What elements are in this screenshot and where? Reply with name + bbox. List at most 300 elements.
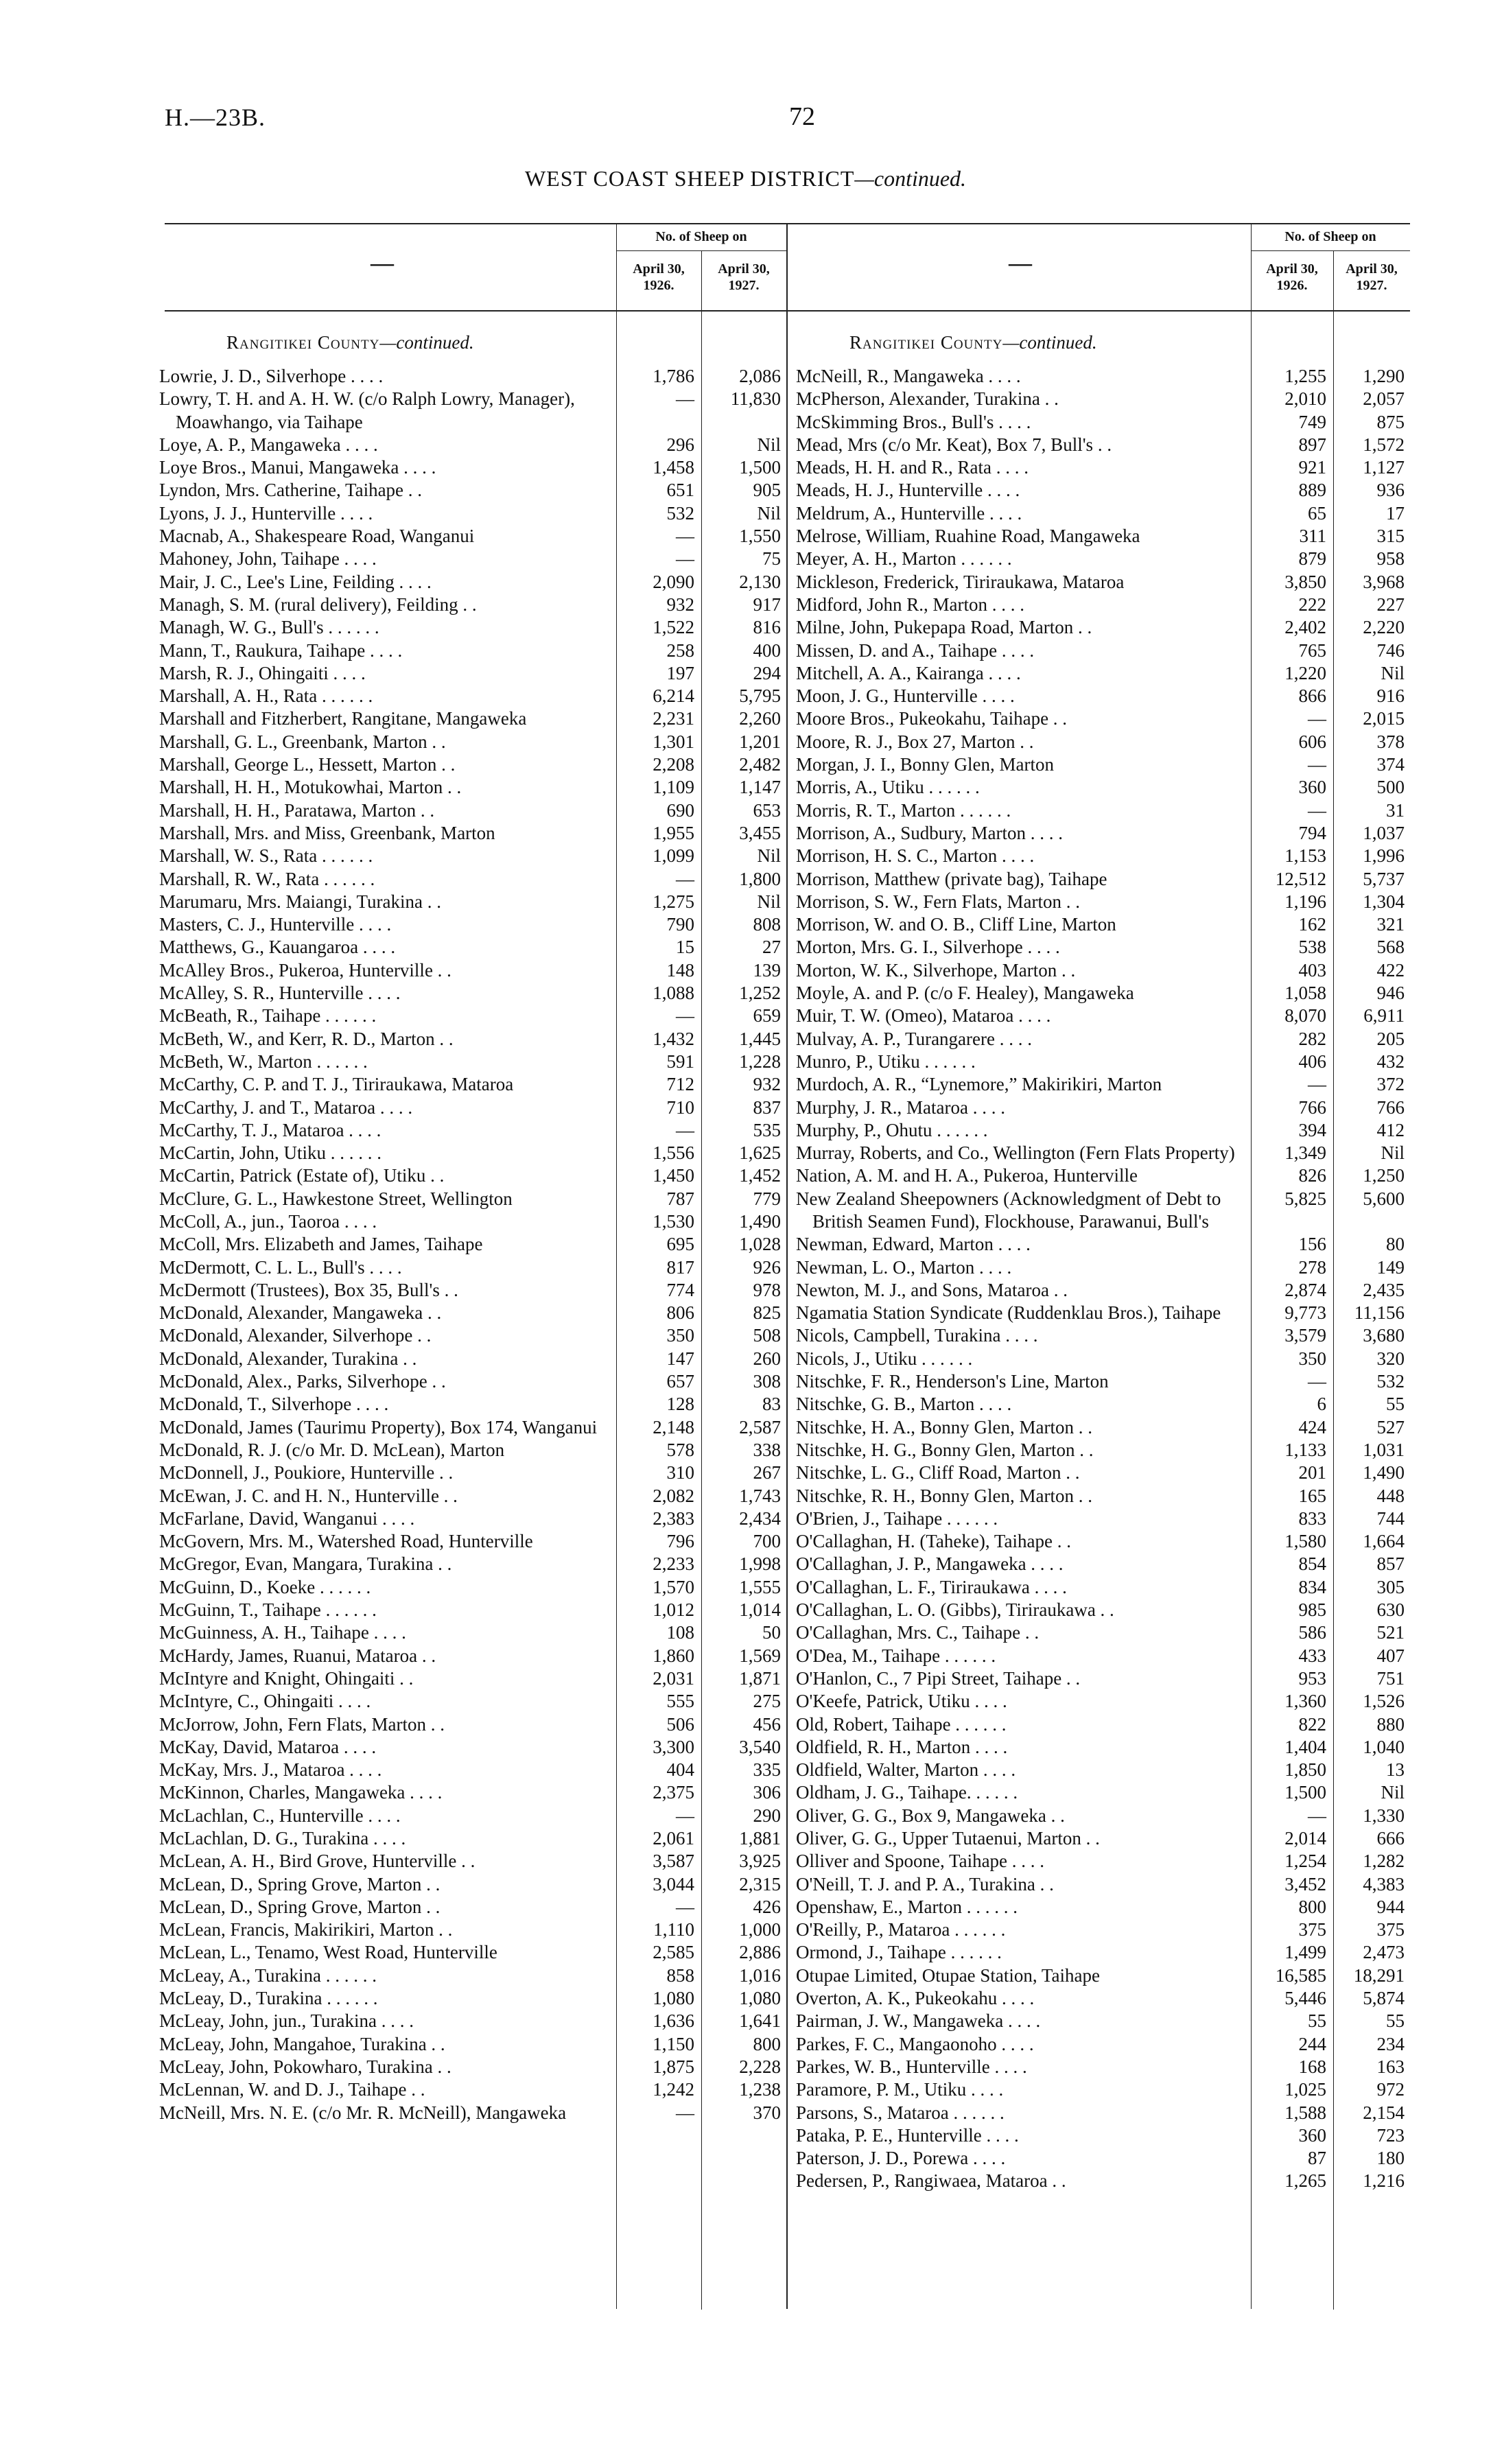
owner-name-cell: Mann, T., Raukura, Taihape . . . . bbox=[159, 640, 403, 661]
sheep-1927-cell: 916 bbox=[1376, 685, 1405, 707]
sheep-1927-cell: 766 bbox=[1376, 1096, 1405, 1118]
owner-name-cell: McKay, David, Mataroa . . . . bbox=[159, 1736, 377, 1757]
sheep-1926-cell: 2,082 bbox=[653, 1485, 694, 1506]
owner-name-cell: McDermott (Trustees), Box 35, Bull's . . bbox=[159, 1279, 458, 1300]
owner-name-cell: Moore Bros., Pukeokahu, Taihape . . bbox=[796, 708, 1068, 729]
sheep-1927-cell: 1,555 bbox=[739, 1576, 781, 1597]
sheep-1927-cell: 3,540 bbox=[739, 1736, 781, 1757]
owner-name-cell: McHardy, James, Ruanui, Mataroa . . bbox=[159, 1645, 436, 1666]
owner-name-cell: O'Neill, T. J. and P. A., Turakina . . bbox=[796, 1873, 1054, 1894]
table-row bbox=[796, 1850, 1410, 1873]
owner-name-cell: McBeath, R., Taihape . . . . . . bbox=[159, 1005, 377, 1026]
owner-name-cell: Muir, T. W. (Omeo), Mataroa . . . . bbox=[796, 1005, 1051, 1026]
owner-name-cell: Nitschke, G. B., Marton . . . . bbox=[796, 1394, 1012, 1415]
owner-name-cell: McLean, L., Tenamo, West Road, Hunterville bbox=[159, 1942, 497, 1963]
center-divider-rule bbox=[786, 223, 788, 2309]
table-row bbox=[796, 1530, 1410, 1553]
owner-name-cell: McLeay, John, Pokowharo, Turakina . . bbox=[159, 2056, 451, 2077]
owner-name-cell: McGuinn, T., Taihape . . . . . . bbox=[159, 1599, 377, 1621]
owner-name-cell: McBeth, W., and Kerr, R. D., Marton . . bbox=[159, 1028, 454, 1049]
owner-name-cell: Melrose, William, Ruahine Road, Mangaweka bbox=[796, 526, 1140, 547]
sheep-1926-cell: — bbox=[676, 526, 694, 547]
sheep-1927-cell: 5,737 bbox=[1363, 868, 1405, 889]
sheep-1926-cell: 774 bbox=[666, 1279, 694, 1300]
owner-name-cell: Nicols, J., Utiku . . . . . . bbox=[796, 1348, 973, 1369]
sheep-1927-cell: 1,526 bbox=[1363, 1691, 1405, 1712]
table-row bbox=[796, 1805, 1410, 1827]
sheep-1926-cell: 147 bbox=[666, 1348, 694, 1369]
sheep-1926-cell: 833 bbox=[1298, 1507, 1326, 1529]
owner-name-cell: McCarthy, T. J., Mataroa . . . . bbox=[159, 1119, 381, 1140]
owner-name-cell: Marsh, R. J., Ohingaiti . . . . bbox=[159, 662, 366, 683]
sheep-1927-cell: 978 bbox=[753, 1279, 781, 1300]
table-row bbox=[159, 1164, 786, 1187]
table-row bbox=[796, 982, 1410, 1005]
sheep-1927-cell: 320 bbox=[1376, 1348, 1405, 1369]
sheep-1927-cell: 18,291 bbox=[1353, 1964, 1405, 1986]
sheep-1926-cell: 834 bbox=[1298, 1576, 1326, 1597]
sheep-1927-cell: 744 bbox=[1376, 1507, 1405, 1529]
table-row bbox=[796, 868, 1410, 891]
sheep-1927-cell: 816 bbox=[753, 617, 781, 638]
table-row bbox=[796, 776, 1410, 799]
owner-name-cell: Marshall and Fitzherbert, Rangitane, Mangaweka bbox=[159, 708, 527, 729]
table-row bbox=[796, 753, 1410, 776]
owner-name-cell: Oliver, G. G., Box 9, Mangaweka . . bbox=[796, 1805, 1065, 1826]
sheep-1926-cell: 2,061 bbox=[653, 1828, 694, 1849]
table-row bbox=[796, 2078, 1410, 2101]
table-row bbox=[796, 1119, 1410, 1142]
table-row bbox=[796, 1576, 1410, 1599]
table-row bbox=[796, 959, 1410, 982]
table-row bbox=[159, 1690, 786, 1713]
table-row bbox=[796, 1028, 1410, 1051]
sheep-1926-cell: 806 bbox=[666, 1302, 694, 1324]
sheep-1927-cell: 1,490 bbox=[739, 1210, 781, 1232]
sheep-1927-cell: 1,330 bbox=[1363, 1805, 1405, 1826]
sheep-1926-cell: 404 bbox=[666, 1759, 694, 1781]
sheep-1927-cell: 630 bbox=[1376, 1599, 1405, 1621]
sheep-1926-cell: 1,530 bbox=[653, 1210, 694, 1232]
sheep-1926-cell: 1,499 bbox=[1284, 1942, 1326, 1963]
owner-name-cell: McLennan, W. and D. J., Taihape . . bbox=[159, 2079, 425, 2100]
owner-name-cell: Macnab, A., Shakespeare Road, Wanganui bbox=[159, 526, 475, 547]
table-row bbox=[796, 1485, 1410, 1507]
sheep-1927-cell: 6,911 bbox=[1363, 1005, 1405, 1026]
table-row bbox=[796, 1507, 1410, 1530]
owner-name-cell: Nitschke, F. R., Henderson's Line, Marton bbox=[796, 1371, 1109, 1392]
sheep-1927-cell: 55 bbox=[1386, 1394, 1405, 1415]
sheep-1927-cell: 11,156 bbox=[1354, 1302, 1405, 1324]
left-county-heading bbox=[226, 331, 474, 354]
table-row bbox=[159, 1028, 786, 1051]
owner-name-cell: Morris, R. T., Marton . . . . . . bbox=[796, 799, 1011, 821]
table-row bbox=[159, 1096, 786, 1119]
sheep-1927-cell: 2,220 bbox=[1363, 617, 1405, 638]
table-row bbox=[159, 731, 786, 753]
sheep-1926-cell: 108 bbox=[666, 1622, 694, 1643]
sheep-1926-cell: 889 bbox=[1298, 480, 1326, 501]
sheep-1927-cell: 2,228 bbox=[739, 2056, 781, 2077]
owner-name-cell: Morrison, S. W., Fern Flats, Marton . . bbox=[796, 891, 1081, 912]
sheep-1926-cell: 3,587 bbox=[653, 1851, 694, 1872]
sheep-1926-cell: 1,109 bbox=[653, 777, 694, 798]
table-row bbox=[159, 456, 786, 479]
sheep-1927-cell: 746 bbox=[1376, 640, 1405, 661]
owner-name-cell: McLean, Francis, Makirikiri, Marton . . bbox=[159, 1919, 453, 1940]
table-row bbox=[159, 365, 786, 388]
owner-name-cell: O'Hanlon, C., 7 Pipi Street, Taihape . . bbox=[796, 1667, 1081, 1689]
sheep-1926-cell: 1,133 bbox=[1284, 1439, 1326, 1460]
sheep-1926-cell: 278 bbox=[1298, 1256, 1326, 1278]
table-row bbox=[159, 1873, 786, 1896]
sheep-1926-cell: 1,636 bbox=[653, 2010, 694, 2032]
owner-name-cell: Morrison, H. S. C., Marton . . . . bbox=[796, 845, 1035, 867]
sheep-1926-cell: 591 bbox=[666, 1051, 694, 1072]
owner-name-cell: Paterson, J. D., Porewa . . . . bbox=[796, 2148, 1006, 2169]
sheep-1927-cell: 1,290 bbox=[1363, 366, 1405, 386]
table-row bbox=[159, 1667, 786, 1690]
left-col1-header bbox=[616, 261, 701, 294]
table-row bbox=[159, 1233, 786, 1256]
table-row bbox=[796, 1736, 1410, 1759]
sheep-1926-cell: 1,432 bbox=[653, 1028, 694, 1049]
left-county-name: Rangitikei County bbox=[226, 332, 380, 353]
sheep-1927-cell: 1,881 bbox=[739, 1828, 781, 1849]
sheep-1927-cell: 3,680 bbox=[1363, 1325, 1405, 1346]
sheep-1926-cell: 310 bbox=[666, 1462, 694, 1483]
sheep-1927-cell: 227 bbox=[1376, 594, 1405, 615]
owner-name-cell: McBeth, W., Marton . . . . . . bbox=[159, 1051, 368, 1072]
table-row bbox=[159, 1256, 786, 1279]
table-row bbox=[159, 2078, 786, 2101]
owner-name-cell: Newman, Edward, Marton . . . . bbox=[796, 1234, 1031, 1255]
table-row bbox=[796, 1690, 1410, 1713]
table-row bbox=[159, 707, 786, 730]
right-col1-header bbox=[1251, 261, 1333, 294]
table-row bbox=[159, 1621, 786, 1644]
table-row bbox=[159, 1599, 786, 1621]
table-row bbox=[159, 1073, 786, 1096]
table-row bbox=[796, 731, 1410, 753]
table-row bbox=[159, 594, 786, 616]
owner-name-cell: Morton, Mrs. G. I., Silverhope . . . . bbox=[796, 937, 1060, 958]
sheep-1927-cell: 1,014 bbox=[739, 1599, 781, 1621]
sheep-1927-cell: 1,304 bbox=[1363, 891, 1405, 912]
table-row bbox=[796, 913, 1410, 936]
sheep-1927-cell: 2,482 bbox=[739, 754, 781, 775]
sheep-1927-cell: 50 bbox=[762, 1622, 781, 1643]
table-row bbox=[796, 1599, 1410, 1621]
sheep-1926-cell: 790 bbox=[666, 914, 694, 935]
owner-name-cell: Loye, A. P., Mangaweka . . . . bbox=[159, 434, 378, 455]
sheep-1927-cell: 1,550 bbox=[739, 526, 781, 547]
table-row bbox=[159, 1324, 786, 1347]
owner-name-cell: Marshall, H. H., Motukowhai, Marton . . bbox=[159, 777, 462, 798]
sheep-1926-cell: 1,556 bbox=[653, 1142, 694, 1164]
sheep-1926-cell: 258 bbox=[666, 640, 694, 661]
owner-name-cell: McIntyre, C., Ohingaiti . . . . bbox=[159, 1691, 371, 1712]
sheep-1926-cell: 3,850 bbox=[1284, 571, 1326, 592]
table-row bbox=[796, 891, 1410, 913]
sheep-1926-cell: 1,012 bbox=[653, 1599, 694, 1621]
sheep-1927-cell: 1,664 bbox=[1363, 1531, 1405, 1552]
sheep-1926-cell: 1,522 bbox=[653, 617, 694, 638]
sheep-1927-cell: 2,015 bbox=[1363, 708, 1405, 729]
sheep-1927-cell: 372 bbox=[1376, 1074, 1405, 1095]
owner-name-cell: McGuinness, A. H., Taihape . . . . bbox=[159, 1622, 406, 1643]
owner-name-cell: Oliver, G. G., Upper Tutaenui, Marton . . bbox=[796, 1828, 1100, 1849]
owner-name-cell: McCarthy, C. P. and T. J., Tiriraukawa, Mataroa bbox=[159, 1074, 514, 1095]
sheep-1926-cell: 826 bbox=[1298, 1165, 1326, 1186]
sheep-1926-cell: — bbox=[676, 1005, 694, 1026]
owner-name-cell: McGuinn, D., Koeke . . . . . . bbox=[159, 1576, 371, 1597]
sheep-1927-cell: 1,252 bbox=[739, 983, 781, 1004]
sheep-1926-cell: — bbox=[676, 1119, 694, 1140]
owner-name-cell: Morrison, W. and O. B., Cliff Line, Marton bbox=[796, 914, 1116, 935]
sheep-1926-cell: 1,580 bbox=[1284, 1531, 1326, 1552]
owner-name-cell: Mulvay, A. P., Turangarere . . . . bbox=[796, 1028, 1032, 1049]
owner-name-cell: McCartin, Patrick (Estate of), Utiku . . bbox=[159, 1165, 445, 1186]
sheep-1926-cell: 16,585 bbox=[1275, 1964, 1326, 1986]
sheep-1926-cell: 1,450 bbox=[653, 1165, 694, 1186]
table-row bbox=[796, 1302, 1410, 1324]
table-row bbox=[796, 1324, 1410, 1347]
sheep-1926-cell: — bbox=[676, 1896, 694, 1917]
document-reference: H.—23B. bbox=[165, 104, 266, 131]
sheep-1927-cell: 267 bbox=[753, 1462, 781, 1483]
sheep-1927-cell: 700 bbox=[753, 1531, 781, 1552]
sheep-1927-cell: 1,250 bbox=[1363, 1165, 1405, 1186]
sheep-1926-cell: — bbox=[1308, 1805, 1326, 1826]
sheep-1927-cell: 532 bbox=[1376, 1371, 1405, 1392]
sheep-1927-cell: 80 bbox=[1386, 1234, 1405, 1255]
sheep-1927-cell: 880 bbox=[1376, 1713, 1405, 1735]
sheep-1927-cell: 163 bbox=[1376, 2056, 1405, 2077]
sheep-1926-cell: 2,585 bbox=[653, 1942, 694, 1963]
sheep-1926-cell: 2,231 bbox=[653, 708, 694, 729]
sheep-1927-cell: 260 bbox=[753, 1348, 781, 1369]
owner-name-cell: Mickleson, Frederick, Tiriraukawa, Mataroa bbox=[796, 571, 1125, 592]
sheep-1926-cell: 1,786 bbox=[653, 366, 694, 386]
sheep-1926-cell: 360 bbox=[1298, 777, 1326, 798]
sheep-1927-cell: 837 bbox=[753, 1096, 781, 1118]
sheep-1926-cell: 406 bbox=[1298, 1051, 1326, 1072]
table-row bbox=[159, 2102, 786, 2124]
sheep-1926-cell: 1,458 bbox=[653, 457, 694, 478]
sheep-1927-cell: 400 bbox=[753, 640, 781, 661]
owner-name-cell: Paramore, P. M., Utiku . . . . bbox=[796, 2079, 1004, 2100]
owner-name-cell: New Zealand Sheepowners (Acknowledgment of Debt to British Seamen Fund), Flockhouse, Parawanui, Bull's bbox=[796, 1188, 1221, 1232]
owner-name-cell: Moon, J. G., Hunterville . . . . bbox=[796, 685, 1015, 707]
sheep-1926-cell: 710 bbox=[666, 1096, 694, 1118]
table-row bbox=[796, 388, 1410, 410]
sheep-1927-cell: 508 bbox=[753, 1325, 781, 1346]
sheep-1926-cell: 148 bbox=[666, 959, 694, 981]
sheep-1927-cell: 926 bbox=[753, 1256, 781, 1278]
left-county-suffix: —continued. bbox=[379, 332, 474, 353]
owner-name-cell: Mitchell, A. A., Kairanga . . . . bbox=[796, 662, 1021, 683]
sheep-1927-cell: 370 bbox=[753, 2102, 781, 2123]
table-row bbox=[159, 1188, 786, 1210]
owner-name-cell: Moore, R. J., Box 27, Marton . . bbox=[796, 731, 1034, 752]
table-row bbox=[796, 1279, 1410, 1302]
right-county-name: Rangitikei County bbox=[849, 332, 1003, 353]
owner-name-cell: Matthews, G., Kauangaroa . . . . bbox=[159, 937, 396, 958]
sheep-1926-cell: 8,070 bbox=[1284, 1005, 1326, 1026]
sheep-1927-cell: Nil bbox=[757, 502, 781, 524]
table-row bbox=[796, 1393, 1410, 1416]
owner-name-cell: Morris, A., Utiku . . . . . . bbox=[796, 777, 980, 798]
owner-name-cell: McColl, A., jun., Taoroa . . . . bbox=[159, 1210, 377, 1232]
sheep-1927-cell: 800 bbox=[753, 2033, 781, 2054]
sheep-1927-cell: 1,201 bbox=[739, 731, 781, 752]
right-col2-header-line2: 1927. bbox=[1356, 278, 1387, 293]
sheep-1927-cell: 527 bbox=[1376, 1416, 1405, 1438]
table-row bbox=[796, 1416, 1410, 1439]
table-row bbox=[796, 456, 1410, 479]
sheep-1926-cell: 695 bbox=[666, 1234, 694, 1255]
sheep-1927-cell: 1,282 bbox=[1363, 1851, 1405, 1872]
table-row bbox=[796, 1462, 1410, 1484]
table-row bbox=[159, 1370, 786, 1393]
sheep-1926-cell: 1,025 bbox=[1284, 2079, 1326, 2100]
sheep-1926-cell: 800 bbox=[1298, 1896, 1326, 1917]
sheep-1926-cell: 796 bbox=[666, 1531, 694, 1552]
sheep-1926-cell: — bbox=[676, 2102, 694, 2123]
sheep-1926-cell: 932 bbox=[666, 594, 694, 615]
sheep-1927-cell: 1,490 bbox=[1363, 1462, 1405, 1483]
table-row bbox=[159, 1530, 786, 1553]
table-row bbox=[159, 936, 786, 959]
title-suffix: —continued. bbox=[854, 166, 967, 191]
table-row bbox=[159, 1485, 786, 1507]
table-row bbox=[159, 1348, 786, 1370]
sheep-1927-cell: Nil bbox=[757, 845, 781, 867]
right-sheep-group-header: No. of Sheep on bbox=[1284, 229, 1376, 244]
right-col1-header-line2: 1926. bbox=[1276, 278, 1308, 293]
sheep-1926-cell: 1,080 bbox=[653, 1988, 694, 2009]
owner-name-cell: Pataka, P. E., Hunterville . . . . bbox=[796, 2124, 1019, 2146]
table-row bbox=[796, 2102, 1410, 2124]
owner-name-cell: Otupae Limited, Otupae Station, Taihape bbox=[796, 1964, 1100, 1986]
table-row bbox=[796, 1964, 1410, 1987]
table-row bbox=[159, 1142, 786, 1164]
owner-name-cell: Mahoney, John, Taihape . . . . bbox=[159, 548, 377, 570]
owner-name-cell: McNeill, Mrs. N. E. (c/o Mr. R. McNeill), Mangaweka bbox=[159, 2102, 567, 2123]
table-row bbox=[796, 1987, 1410, 2010]
owner-name-cell: McDonald, James (Taurimu Property), Box 174, Wanganui bbox=[159, 1416, 598, 1438]
table-row bbox=[159, 1759, 786, 1781]
table-row bbox=[159, 2056, 786, 2078]
sheep-1927-cell: 1,572 bbox=[1363, 434, 1405, 455]
owner-name-cell: Marshall, George L., Hessett, Marton . . bbox=[159, 754, 456, 775]
owner-name-cell: Marshall, W. S., Rata . . . . . . bbox=[159, 845, 373, 867]
table-row bbox=[159, 1507, 786, 1530]
sheep-1926-cell: 1,058 bbox=[1284, 983, 1326, 1004]
sheep-1927-cell: 751 bbox=[1376, 1667, 1405, 1689]
sheep-1927-cell: 2,473 bbox=[1363, 1942, 1405, 1963]
table-row bbox=[159, 1919, 786, 1941]
sheep-1927-cell: 1,031 bbox=[1363, 1439, 1405, 1460]
owner-name-cell: McKinnon, Charles, Mangaweka . . . . bbox=[159, 1782, 443, 1803]
sheep-1927-cell: 5,600 bbox=[1363, 1188, 1405, 1209]
owner-name-cell: McJorrow, John, Fern Flats, Marton . . bbox=[159, 1713, 445, 1735]
table-row bbox=[796, 2147, 1410, 2170]
table-row bbox=[796, 707, 1410, 730]
sheep-1927-cell: 857 bbox=[1376, 1553, 1405, 1575]
page-title bbox=[0, 166, 1491, 191]
sheep-1926-cell: — bbox=[1308, 708, 1326, 729]
table-row bbox=[796, 1439, 1410, 1462]
table-row bbox=[159, 1210, 786, 1233]
table-row bbox=[796, 365, 1410, 388]
sheep-1926-cell: 15 bbox=[676, 937, 694, 958]
sheep-1927-cell: 500 bbox=[1376, 777, 1405, 798]
sheep-1926-cell: 2,090 bbox=[653, 571, 694, 592]
sheep-1927-cell: 666 bbox=[1376, 1828, 1405, 1849]
sheep-1926-cell: — bbox=[1308, 1371, 1326, 1392]
sheep-1927-cell: 205 bbox=[1376, 1028, 1405, 1049]
sheep-1927-cell: 375 bbox=[1376, 1919, 1405, 1940]
sheep-1926-cell: 2,031 bbox=[653, 1667, 694, 1689]
owner-name-cell: Marshall, A. H., Rata . . . . . . bbox=[159, 685, 373, 707]
owner-name-cell: McSkimming Bros., Bull's . . . . bbox=[796, 411, 1031, 432]
sheep-1927-cell: 3,925 bbox=[739, 1851, 781, 1872]
table-row bbox=[159, 685, 786, 707]
table-row bbox=[159, 776, 786, 799]
sheep-1927-cell: 17 bbox=[1386, 502, 1405, 524]
left-col2-header-line1: April 30, bbox=[718, 261, 770, 277]
sheep-1926-cell: 712 bbox=[666, 1074, 694, 1095]
owner-name-cell: Midford, John R., Marton . . . . bbox=[796, 594, 1024, 615]
owner-name-cell: Marshall, G. L., Greenbank, Marton . . bbox=[159, 731, 446, 752]
sheep-1927-cell: 808 bbox=[753, 914, 781, 935]
table-row bbox=[159, 502, 786, 525]
sheep-1927-cell: 11,830 bbox=[730, 388, 781, 410]
table-row bbox=[159, 799, 786, 822]
table-row bbox=[159, 616, 786, 639]
owner-name-cell: McCartin, John, Utiku . . . . . . bbox=[159, 1142, 381, 1164]
sheep-1926-cell: 311 bbox=[1299, 526, 1326, 547]
table-row bbox=[796, 1188, 1410, 1234]
sheep-1926-cell: 985 bbox=[1298, 1599, 1326, 1621]
owner-name-cell: Morrison, Matthew (private bag), Taihape bbox=[796, 868, 1107, 889]
owner-name-cell: Meldrum, A., Hunterville . . . . bbox=[796, 502, 1022, 524]
sheep-1926-cell: — bbox=[1308, 1074, 1326, 1095]
owner-name-cell: O'Callaghan, L. F., Tiriraukawa . . . . bbox=[796, 1576, 1067, 1597]
sheep-1927-cell: 2,315 bbox=[739, 1873, 781, 1894]
owner-name-cell: Nation, A. M. and H. A., Pukeroa, Hunterville bbox=[796, 1165, 1138, 1186]
sheep-1926-cell: 538 bbox=[1298, 937, 1326, 958]
sheep-1927-cell: 305 bbox=[1376, 1576, 1405, 1597]
table-row bbox=[159, 1416, 786, 1439]
table-row bbox=[796, 616, 1410, 639]
owner-name-cell: McClure, G. L., Hawkestone Street, Wellington bbox=[159, 1188, 513, 1209]
sheep-1926-cell: 657 bbox=[666, 1371, 694, 1392]
table-row bbox=[159, 1964, 786, 1987]
sheep-1927-cell: 31 bbox=[1386, 799, 1405, 821]
table-row bbox=[796, 479, 1410, 502]
owner-name-cell: Meyer, A. H., Marton . . . . . . bbox=[796, 548, 1012, 570]
owner-name-cell: Ngamatia Station Syndicate (Ruddenklau Bros.), Taihape bbox=[796, 1302, 1221, 1324]
sheep-1927-cell: 407 bbox=[1376, 1645, 1405, 1666]
table-row bbox=[796, 1621, 1410, 1644]
sheep-1926-cell: 766 bbox=[1298, 1096, 1326, 1118]
owner-name-cell: Parkes, F. C., Mangaonoho . . . . bbox=[796, 2033, 1034, 2054]
sheep-1926-cell: 1,570 bbox=[653, 1576, 694, 1597]
owner-name-cell: McDonnell, J., Poukiore, Hunterville . . bbox=[159, 1462, 454, 1483]
